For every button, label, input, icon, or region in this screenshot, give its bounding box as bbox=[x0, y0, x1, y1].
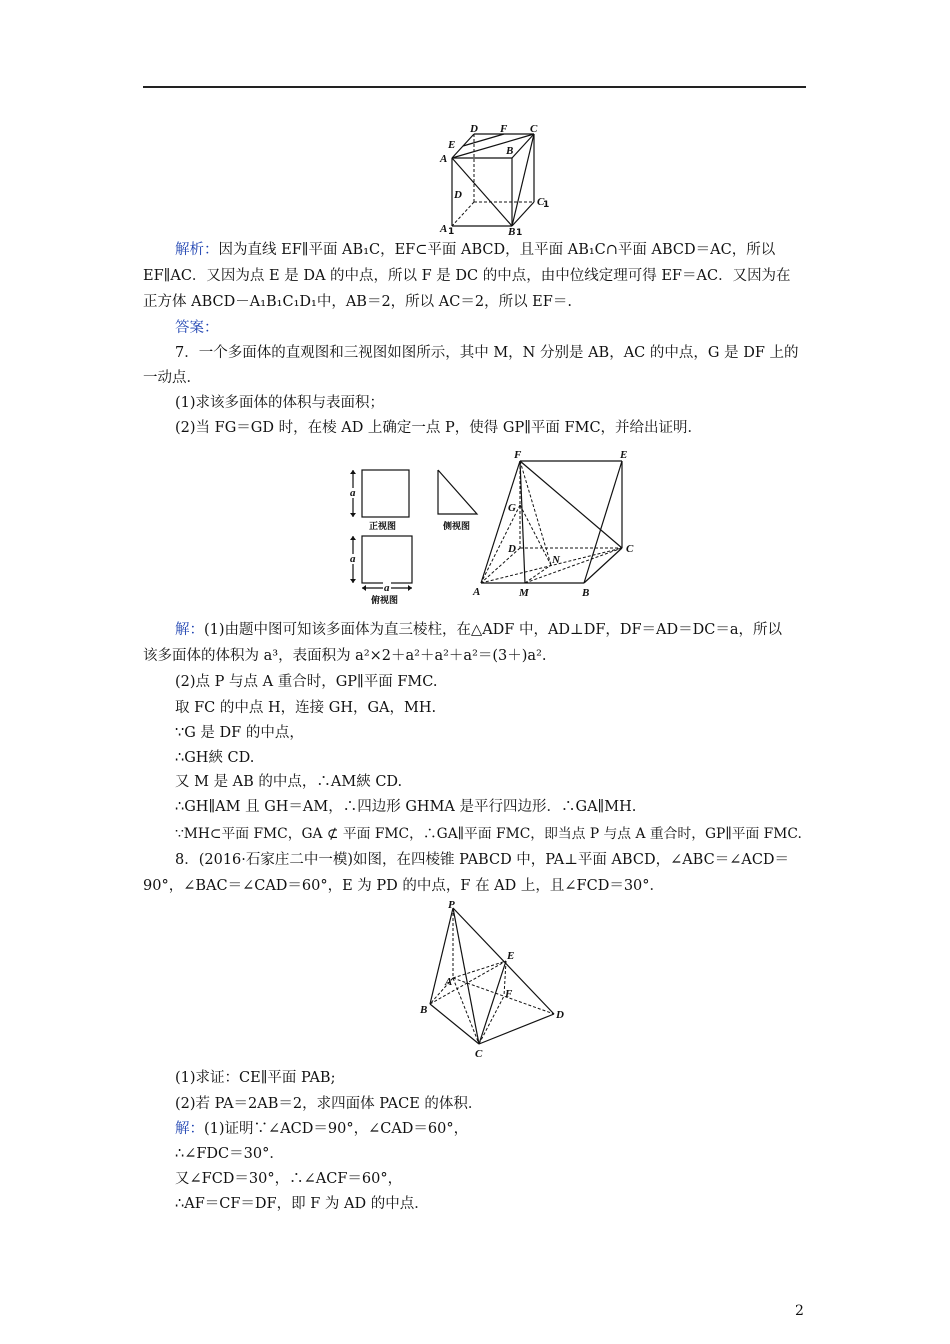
s8-line-3: 又∠FCD＝30°，∴∠ACF＝60°， bbox=[175, 1171, 403, 1187]
prism-label-E: E bbox=[620, 449, 628, 461]
prism-label-N: N bbox=[552, 554, 560, 566]
q8b-line-1: (1)求证：CE∥平面 PAB; bbox=[175, 1070, 336, 1086]
q7-line-1: 7．一个多面体的直观图和三视图如图所示，其中 M，N 分别是 AB，AC 的中点，G 是 DF 上的 bbox=[175, 345, 799, 361]
q7-line-2: 一动点． bbox=[143, 370, 201, 386]
prism-label-A: A bbox=[473, 586, 481, 598]
dim-a-front: a bbox=[350, 487, 356, 499]
sub-B1: 1 bbox=[516, 228, 523, 235]
pyr-label-C: C bbox=[475, 1048, 483, 1060]
page-number: 2 bbox=[795, 1303, 804, 1319]
top-view-caption: 俯视图 bbox=[371, 596, 399, 606]
dim-a-top: a bbox=[350, 553, 356, 565]
prism-label-C: C bbox=[626, 543, 634, 555]
analysis-line-1: 解析：因为直线 EF∥平面 AB₁C，EF⊂平面 ABCD，且平面 AB₁C∩平面 ABCD＝AC，所以 bbox=[175, 242, 776, 258]
s8-line-2: ∴∠FDC＝30°． bbox=[175, 1146, 284, 1162]
pyramid-figure bbox=[415, 898, 575, 1060]
analysis-line-3: 正方体 ABCD－A₁B₁C₁D₁中，AB＝2，所以 AC＝2，所以 EF＝. bbox=[143, 294, 572, 310]
s8-line-1: 解：(1)证明∵∠ACD＝90°，∠CAD＝60°， bbox=[175, 1121, 469, 1137]
q8-line-2: 90°，∠BAC＝∠CAD＝60°，E 为 PD 的中点，F 在 AD 上，且∠FCD＝30°． bbox=[143, 878, 665, 894]
s7-line-2: 该多面体的体积为 a³，表面积为 a²×2＋a²＋a²＋a²＝(3＋)a². bbox=[143, 648, 547, 664]
label-C1: C bbox=[537, 196, 545, 208]
sub-A1: 1 bbox=[448, 227, 455, 235]
label-F: F bbox=[500, 123, 508, 135]
pyr-label-A: A bbox=[445, 976, 453, 988]
q7-line-3: (1)求该多面体的体积与表面积； bbox=[175, 395, 385, 411]
label-D1: D bbox=[454, 189, 462, 201]
s7-line-4: 取 FC 的中点 H，连接 GH，GA，MH. bbox=[175, 700, 437, 716]
s7-line-9: ∵MH⊂平面 FMC，GA ⊄ 平面 FMC，∴GA∥平面 FMC，即当点 P 与点 A 重合时，GP∥平面 FMC. bbox=[175, 826, 802, 842]
s7-line-8: ∴GH∥AM 且 GH＝AM，∴四边形 GHMA 是平行四边形．∴GA∥MH. bbox=[175, 799, 637, 815]
front-view-caption: 正视图 bbox=[369, 522, 397, 532]
label-D: D bbox=[470, 123, 478, 135]
s7-line-1: 解：(1)由题中图可知该多面体为直三棱柱，在△ADF 中，AD⊥DF，DF＝AD＝DC＝a，所以 bbox=[175, 622, 783, 638]
q8b-line-2: (2)若 PA＝2AB＝2，求四面体 PACE 的体积． bbox=[175, 1096, 483, 1112]
q8-line-1: 8．(2016·石家庄二中一模)如图，在四棱锥 PABCD 中，PA⊥平面 ABCD，∠ABC＝∠ACD＝ bbox=[175, 852, 790, 868]
pyr-label-B: B bbox=[420, 1004, 428, 1016]
prism-label-M: M bbox=[519, 587, 529, 599]
label-B: B bbox=[506, 145, 514, 157]
prism-label-B: B bbox=[582, 587, 590, 599]
analysis-line-2: EF∥AC．又因为点 E 是 DA 的中点，所以 F 是 DC 的中点，由中位线定理可得 EF＝AC．又因为在 bbox=[143, 268, 791, 284]
s7-line-7: 又 M 是 AB 的中点，∴AM綊 CD. bbox=[175, 774, 403, 790]
label-B1: B bbox=[508, 226, 516, 235]
side-view-caption: 侧视图 bbox=[443, 522, 471, 532]
pyr-label-D: D bbox=[556, 1009, 564, 1021]
label-C: C bbox=[530, 123, 538, 135]
pyr-label-F: F bbox=[505, 988, 513, 1000]
label-A1: A bbox=[440, 223, 448, 235]
label-E: E bbox=[448, 139, 456, 151]
answer-label: 答案： bbox=[175, 320, 219, 336]
prism-label-F: F bbox=[514, 449, 522, 461]
s7-line-6: ∴GH綊 CD. bbox=[175, 750, 255, 766]
sub-C1: 1 bbox=[543, 200, 550, 210]
s8-line-4: ∴AF＝CF＝DF，即 F 为 AD 的中点． bbox=[175, 1196, 429, 1212]
prism-label-G: G bbox=[508, 502, 516, 514]
cube-figure bbox=[430, 120, 550, 235]
pyr-label-E: E bbox=[507, 950, 515, 962]
label-A: A bbox=[440, 153, 448, 165]
dim-a-width: a bbox=[384, 582, 390, 594]
s7-line-3: (2)点 P 与点 A 重合时，GP∥平面 FMC. bbox=[175, 674, 438, 690]
prism-figure bbox=[468, 445, 643, 605]
header-rule bbox=[143, 86, 806, 88]
pyr-label-P: P bbox=[448, 899, 455, 911]
prism-label-D: D bbox=[508, 543, 516, 555]
q7-line-4: (2)当 FG＝GD 时，在棱 AD 上确定一点 P，使得 GP∥平面 FMC，并给出证明． bbox=[175, 420, 703, 436]
s7-line-5: ∵G 是 DF 的中点， bbox=[175, 725, 304, 741]
